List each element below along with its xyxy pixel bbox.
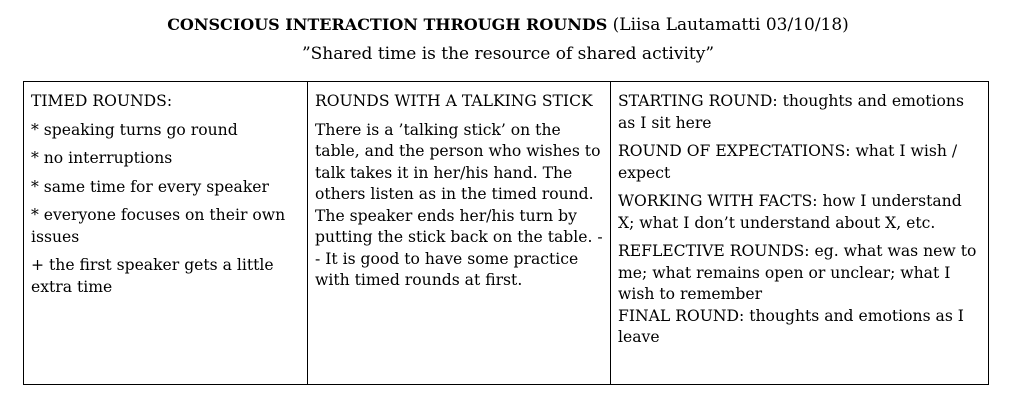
round-type-item: REFLECTIVE ROUNDS: eg. what was new to me; what remains open or unclear; what I wish to remember bbox=[618, 242, 977, 303]
timed-rounds-item: * same time for every speaker bbox=[31, 177, 269, 196]
round-type-item: FINAL ROUND: thoughts and emotions as I leave bbox=[618, 306, 964, 346]
talking-stick-heading: ROUNDS WITH A TALKING STICK bbox=[315, 92, 593, 110]
timed-rounds-heading: TIMED ROUNDS: bbox=[31, 92, 173, 110]
timed-rounds-item: * speaking turns go round bbox=[31, 120, 238, 139]
title-author-date: (Liisa Lautamatti 03/10/18) bbox=[607, 15, 849, 35]
table-row bbox=[24, 82, 989, 385]
document-title bbox=[0, 14, 1016, 36]
round-type-item: STARTING ROUND: thoughts and emotions as I sit here bbox=[618, 92, 964, 132]
round-types-cell bbox=[611, 82, 989, 385]
talking-stick-body: There is a ’talking stick’ on the table, and the person who wishes to talk takes it in her/his hand. The others listen as in the timed round. The speaker ends her/his turn by putting the stick back on the table. -- It is good to have some practice with timed rounds at first. bbox=[315, 120, 603, 289]
round-type-item: WORKING WITH FACTS: how I understand X; what I don’t understand about X, etc. bbox=[618, 192, 962, 232]
timed-rounds-cell bbox=[24, 82, 308, 385]
talking-stick-cell bbox=[308, 82, 611, 385]
rounds-table bbox=[23, 81, 989, 385]
timed-rounds-item: * everyone focuses on their own issues bbox=[31, 206, 286, 246]
round-type-item: ROUND OF EXPECTATIONS: what I wish / expect bbox=[618, 142, 958, 182]
document-subtitle: ”Shared time is the resource of shared activity” bbox=[301, 44, 715, 64]
timed-rounds-item: + the first speaker gets a little extra time bbox=[31, 256, 274, 296]
timed-rounds-item: * no interruptions bbox=[31, 149, 173, 167]
title-main: CONSCIOUS INTERACTION THROUGH ROUNDS bbox=[167, 15, 608, 34]
